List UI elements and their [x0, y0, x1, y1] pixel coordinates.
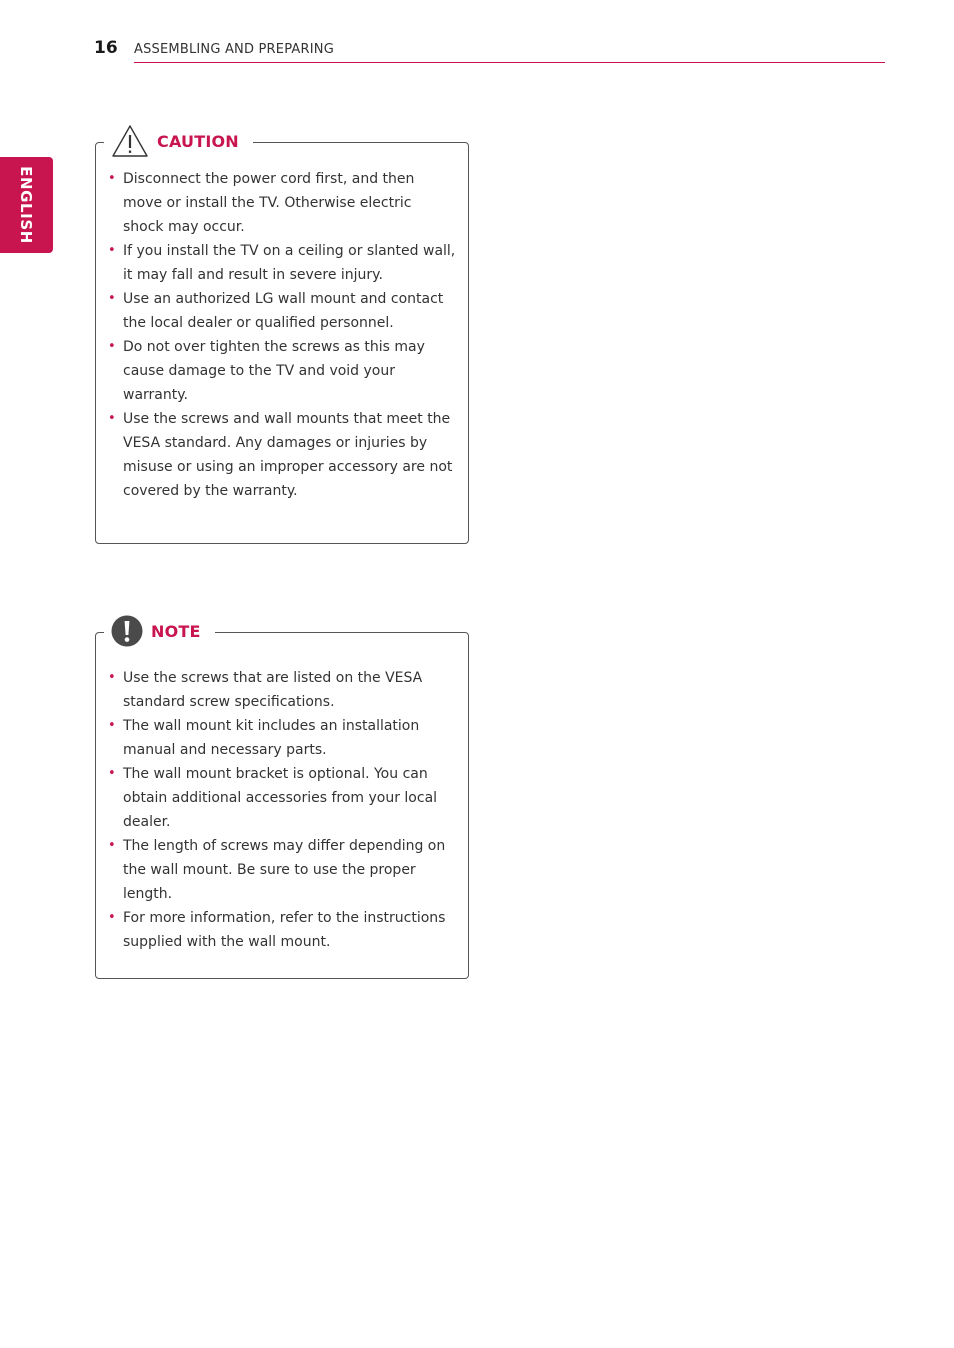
caution-header — [104, 123, 253, 159]
caution-box — [95, 131, 469, 544]
bullet-icon: • — [108, 291, 116, 306]
bullet-icon: • — [108, 339, 116, 354]
bullet-icon: • — [108, 670, 116, 685]
list-item-text: If you install the TV on a ceiling or slanted wall, it may fall and result in severe injury. — [123, 243, 456, 283]
caution-list — [108, 167, 456, 503]
warning-triangle-icon — [110, 123, 150, 159]
note-title: NOTE — [151, 621, 201, 641]
note-header — [104, 613, 215, 649]
list-item — [108, 407, 456, 503]
note-box — [95, 621, 469, 979]
list-item — [108, 666, 456, 714]
list-item — [108, 834, 456, 906]
list-item — [108, 167, 456, 239]
exclamation-circle-icon — [110, 614, 144, 648]
bullet-icon: • — [108, 243, 116, 258]
page-number: 16 — [94, 38, 118, 58]
list-item — [108, 335, 456, 407]
bullet-icon: • — [108, 766, 116, 781]
list-item-text: Use an authorized LG wall mount and contact the local dealer or qualified personnel. — [123, 291, 444, 331]
list-item — [108, 714, 456, 762]
caution-title: CAUTION — [157, 131, 239, 151]
section-title: ASSEMBLING AND PREPARING — [134, 42, 334, 57]
list-item — [108, 287, 456, 335]
list-item-text: The length of screws may differ depending on the wall mount. Be sure to use the proper length. — [123, 838, 446, 902]
header-rule — [134, 62, 885, 63]
list-item-text: Disconnect the power cord first, and then move or install the TV. Otherwise electric shock may occur. — [123, 171, 415, 235]
list-item — [108, 762, 456, 834]
list-item-text: The wall mount kit includes an installation manual and necessary parts. — [123, 718, 420, 758]
bullet-icon: • — [108, 718, 116, 733]
list-item — [108, 239, 456, 287]
list-item-text: Use the screws and wall mounts that meet the VESA standard. Any damages or injuries by misuse or using an improper accessory are not covered by the warranty. — [123, 411, 453, 499]
list-item-text: Use the screws that are listed on the VESA standard screw specifications. — [123, 670, 423, 710]
bullet-icon: • — [108, 910, 116, 925]
bullet-icon: • — [108, 838, 116, 853]
bullet-icon: • — [108, 171, 116, 186]
list-item — [108, 906, 456, 954]
language-tab — [0, 157, 53, 253]
list-item-text: The wall mount bracket is optional. You can obtain additional accessories from your local dealer. — [123, 766, 438, 830]
list-item-text: Do not over tighten the screws as this may cause damage to the TV and void your warranty. — [123, 339, 425, 403]
list-item-text: For more information, refer to the instructions supplied with the wall mount. — [123, 910, 446, 950]
bullet-icon: • — [108, 411, 116, 426]
language-tab-label: ENGLISH — [17, 166, 35, 244]
note-list — [108, 666, 456, 954]
